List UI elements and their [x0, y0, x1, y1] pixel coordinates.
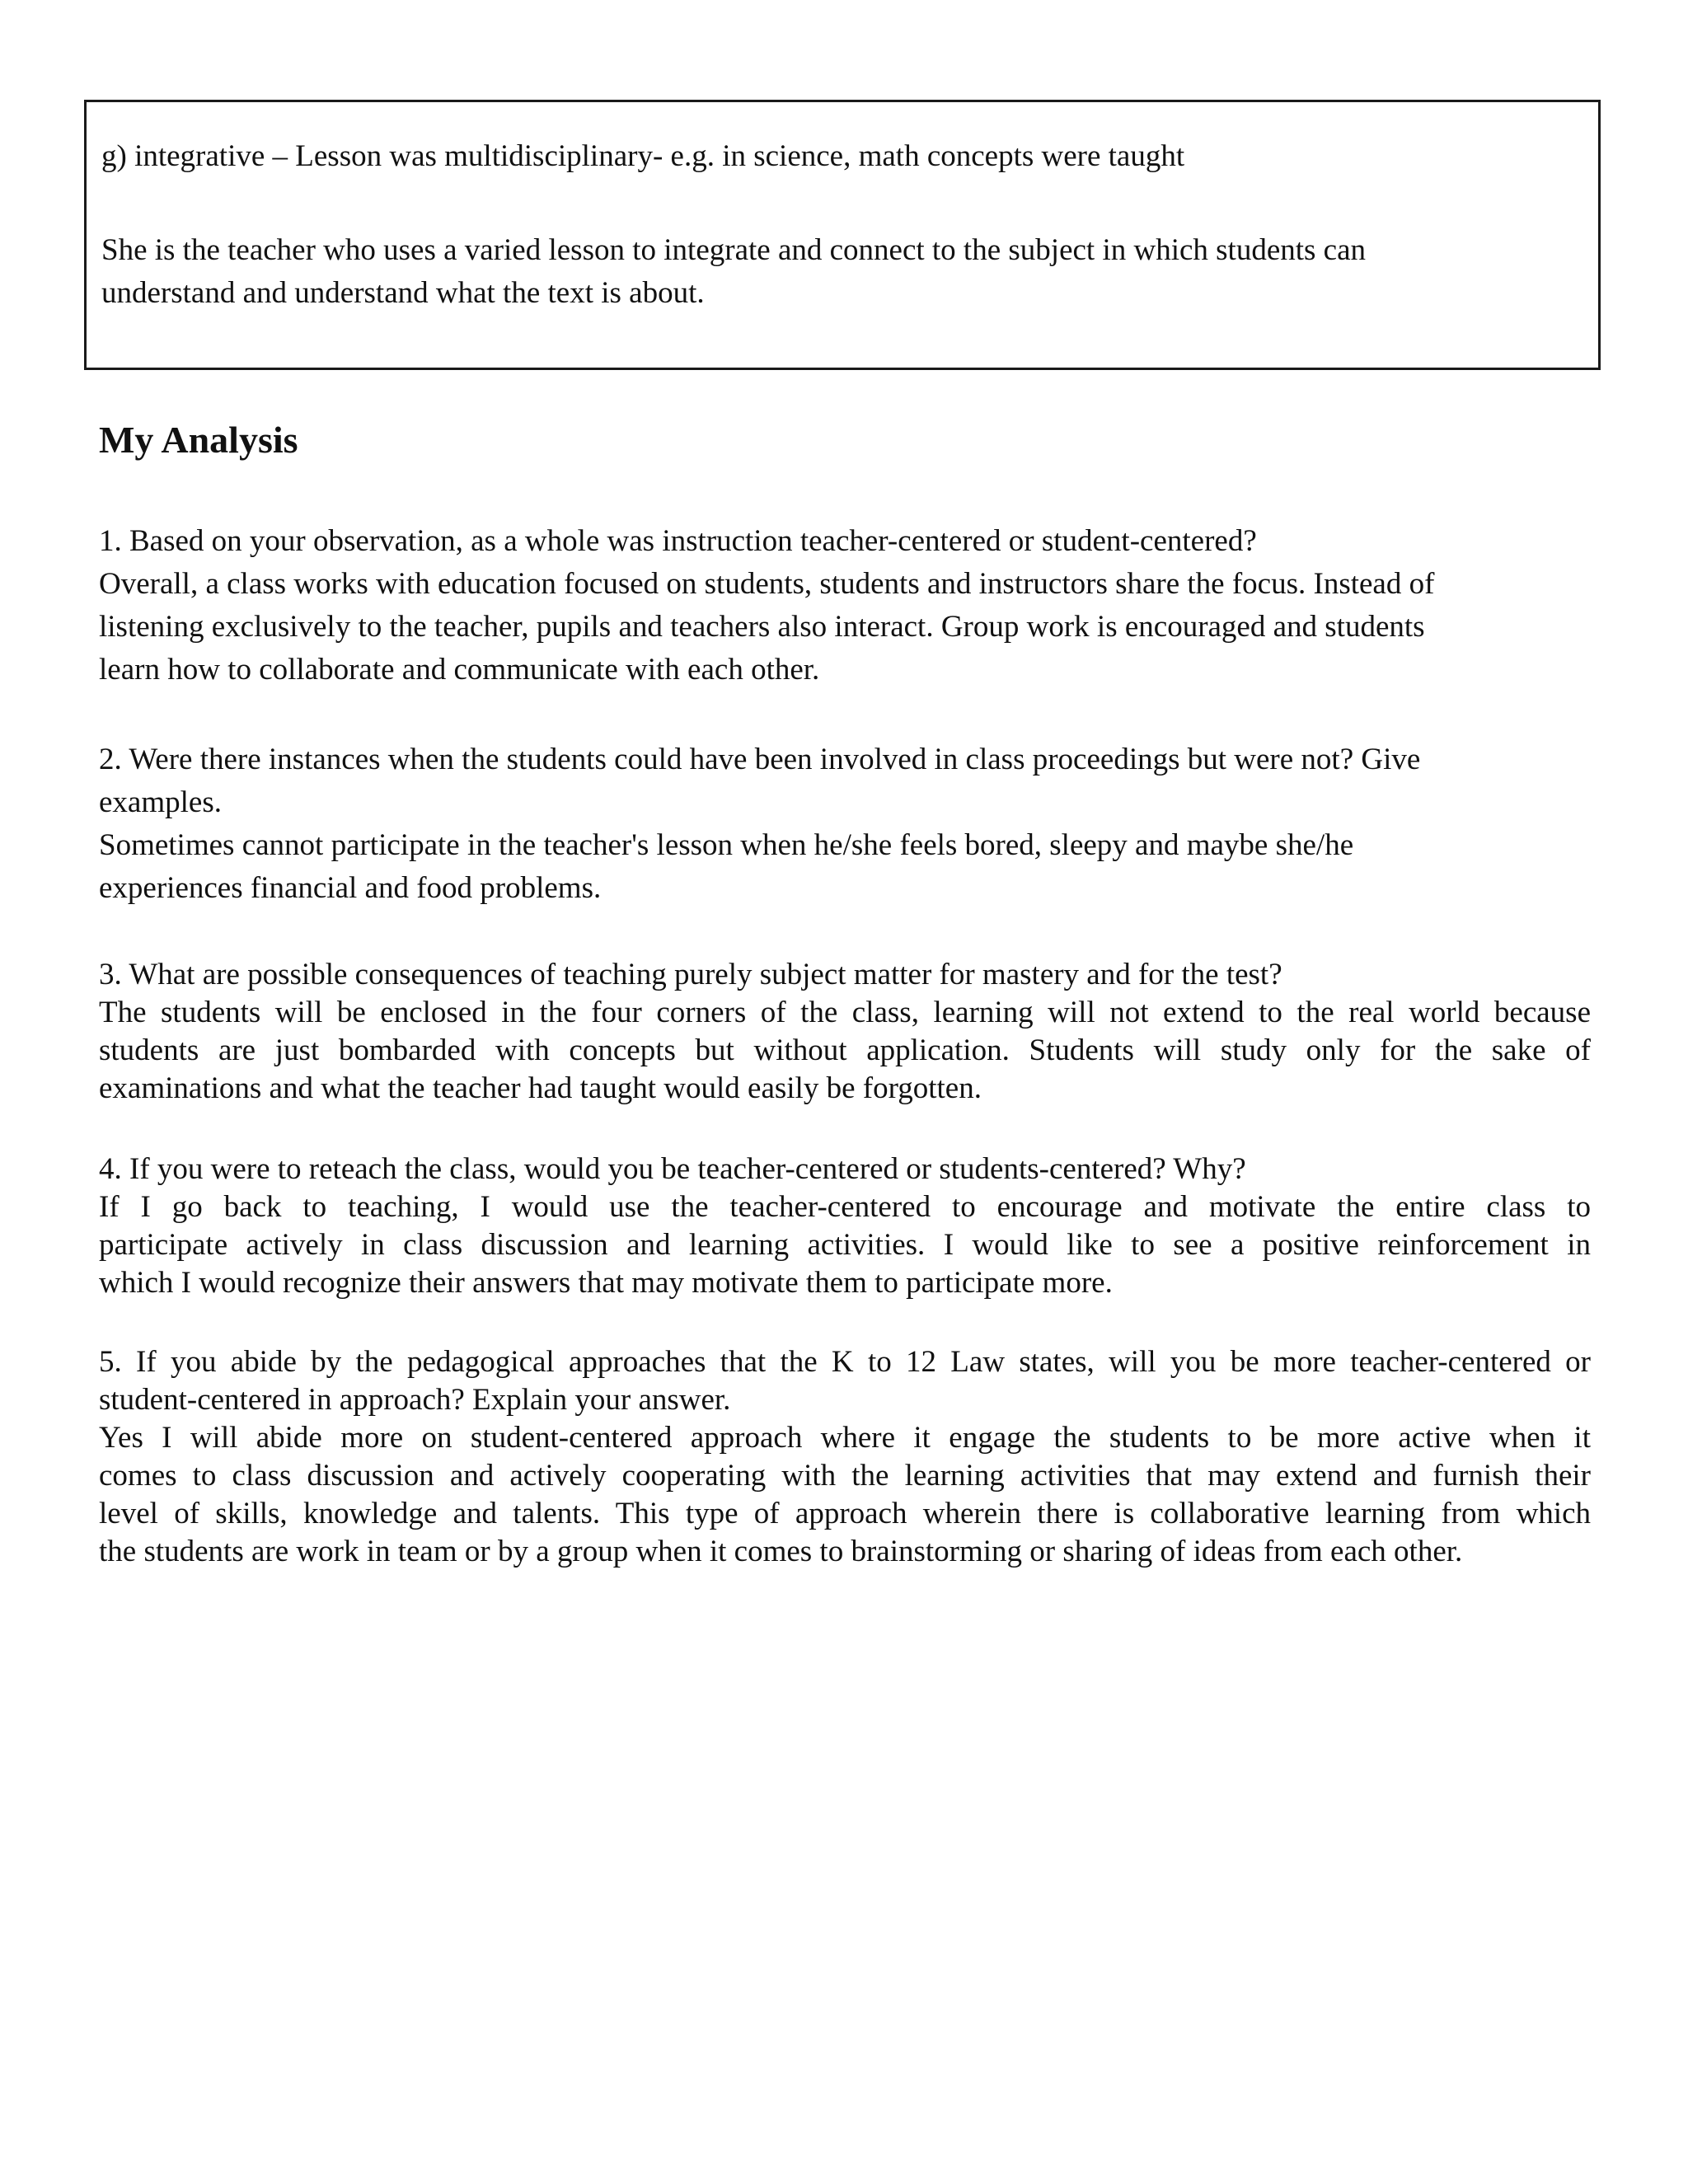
question-1-text: 1. Based on your observation, as a whole was instruction teacher-centered or student-centered? — [99, 524, 1257, 558]
answer-5-line: the students are work in team or by a group when it comes to brainstorming or sharing of ideas from each other. — [99, 1535, 1463, 1568]
observation-box — [84, 100, 1601, 370]
question-3-block — [99, 956, 1591, 1108]
answer-5-line: level of skills, knowledge and talents. This type of approach wherein there is collaborative learning from which — [99, 1497, 1591, 1530]
question-4-block — [99, 1151, 1591, 1302]
answer-1-line: Overall, a class works with education focused on students, students and instructors share the focus. Instead of — [99, 567, 1435, 601]
answer-5-line: Yes I will abide more on student-centered approach where it engage the students to be more active when it — [99, 1421, 1591, 1455]
paragraph-line: She is the teacher who uses a varied lesson to integrate and connect to the subject in which students can — [101, 233, 1367, 267]
answer-4-line: which I would recognize their answers that may motivate them to participate more. — [99, 1266, 1113, 1300]
answer-4-line: participate actively in class discussion and learning activities. I would like to see a positive reinforcement in — [99, 1228, 1591, 1262]
question-2-block — [99, 738, 1591, 910]
integrative-paragraph — [101, 229, 1568, 315]
question-2-text: examples. — [99, 785, 222, 819]
section-heading: My Analysis — [99, 419, 298, 461]
integrative-item: g) integrative – Lesson was multidisciplinary- e.g. in science, math concepts were taught — [101, 139, 1185, 173]
answer-3-line: students are just bombarded with concepts but without application. Students will study only for the sake of — [99, 1033, 1591, 1067]
question-1-block — [99, 520, 1591, 691]
answer-5-line: comes to class discussion and actively cooperating with the learning activities that may extend and furnish their — [99, 1459, 1591, 1493]
paragraph-line: understand and understand what the text is about. — [101, 276, 705, 310]
question-5-text: student-centered in approach? Explain your answer. — [99, 1383, 731, 1417]
question-3-text: 3. What are possible consequences of teaching purely subject matter for mastery and for the test? — [99, 958, 1282, 991]
answer-4-line: If I go back to teaching, I would use the teacher-centered to encourage and motivate the entire class to — [99, 1190, 1591, 1224]
answer-2-line: Sometimes cannot participate in the teacher's lesson when he/she feels bored, sleepy and maybe she/he — [99, 828, 1354, 862]
answer-3-line: The students will be enclosed in the four corners of the class, learning will not extend to the real world because — [99, 996, 1591, 1029]
answer-2-line: experiences financial and food problems. — [99, 871, 602, 905]
answer-3-line: examinations and what the teacher had taught would easily be forgotten. — [99, 1071, 982, 1105]
answer-1-line: learn how to collaborate and communicate with each other. — [99, 653, 820, 687]
question-5-block — [99, 1343, 1591, 1571]
question-4-text: 4. If you were to reteach the class, would you be teacher-centered or students-centered? Why? — [99, 1152, 1246, 1186]
question-5-text: 5. If you abide by the pedagogical approaches that the K to 12 Law states, will you be more teacher-centered or — [99, 1345, 1591, 1379]
question-2-text: 2. Were there instances when the students could have been involved in class proceedings but were not? Give — [99, 743, 1421, 776]
answer-1-line: listening exclusively to the teacher, pupils and teachers also interact. Group work is encouraged and students — [99, 610, 1425, 644]
